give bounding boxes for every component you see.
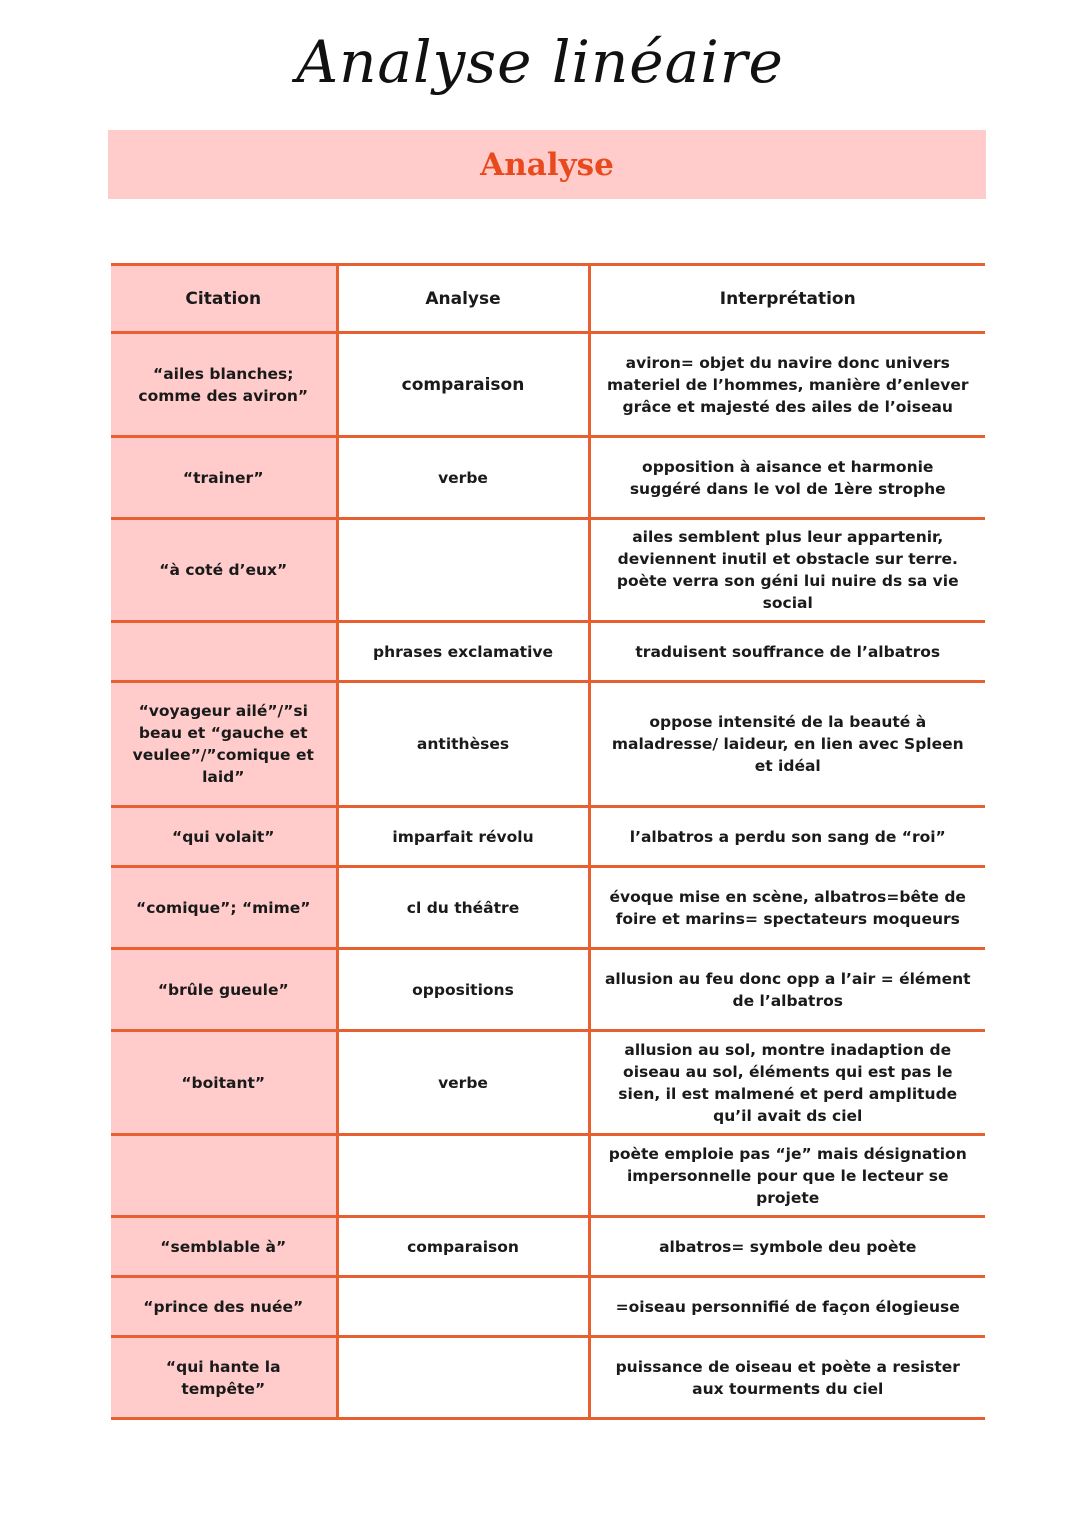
citation-cell: “qui hante la tempête” — [111, 1337, 337, 1419]
table-row — [111, 682, 985, 807]
header-interpretation: Interprétation — [589, 265, 985, 333]
analyse-cell: oppositions — [337, 949, 589, 1031]
citation-cell: “comique”; “mime” — [111, 867, 337, 949]
citation-cell — [111, 1135, 337, 1217]
table-row — [111, 1277, 985, 1337]
interpretation-cell: aviron= objet du navire donc univers materiel de l’hommes, manière d’enlever grâce et majesté des ailes de l’oiseau — [589, 333, 985, 437]
table-row — [111, 333, 985, 437]
analysis-table — [111, 263, 985, 1420]
analyse-cell: antithèses — [337, 682, 589, 807]
interpretation-cell: l’albatros a perdu son sang de “roi” — [589, 807, 985, 867]
table-header-row — [111, 265, 985, 333]
table-row — [111, 622, 985, 682]
table-row — [111, 949, 985, 1031]
header-citation: Citation — [111, 265, 337, 333]
analyse-cell: comparaison — [337, 1217, 589, 1277]
interpretation-cell: traduisent souffrance de l’albatros — [589, 622, 985, 682]
citation-cell: “brûle gueule” — [111, 949, 337, 1031]
interpretation-cell: poète emploie pas “je” mais désignation impersonnelle pour que le lecteur se projete — [589, 1135, 985, 1217]
interpretation-cell: =oiseau personnifié de façon élogieuse — [589, 1277, 985, 1337]
interpretation-cell: oppose intensité de la beauté à maladresse/ laideur, en lien avec Spleen et idéal — [589, 682, 985, 807]
analyse-cell: verbe — [337, 1031, 589, 1135]
analyse-cell — [337, 1135, 589, 1217]
citation-cell: “qui volait” — [111, 807, 337, 867]
table-row — [111, 1135, 985, 1217]
interpretation-cell: allusion au feu donc opp a l’air = élément de l’albatros — [589, 949, 985, 1031]
analyse-cell: imparfait révolu — [337, 807, 589, 867]
table-row — [111, 807, 985, 867]
table-row — [111, 1217, 985, 1277]
citation-cell: “ailes blanches; comme des aviron” — [111, 333, 337, 437]
analyse-cell: verbe — [337, 437, 589, 519]
interpretation-cell: allusion au sol, montre inadaption de oiseau au sol, éléments qui est pas le sien, il est malmené et perd amplitude qu’il avait ds ciel — [589, 1031, 985, 1135]
table-row — [111, 519, 985, 622]
header-analyse: Analyse — [337, 265, 589, 333]
interpretation-cell: opposition à aisance et harmonie suggéré dans le vol de 1ère strophe — [589, 437, 985, 519]
citation-cell: “boitant” — [111, 1031, 337, 1135]
citation-cell — [111, 622, 337, 682]
interpretation-cell: albatros= symbole deu poète — [589, 1217, 985, 1277]
interpretation-cell: évoque mise en scène, albatros=bête de foire et marins= spectateurs moqueurs — [589, 867, 985, 949]
citation-cell: “voyageur ailé”/”si beau et “gauche et veulee”/”comique et laid” — [111, 682, 337, 807]
analyse-cell: cl du théâtre — [337, 867, 589, 949]
analyse-cell — [337, 1277, 589, 1337]
interpretation-cell: ailes semblent plus leur appartenir, deviennent inutil et obstacle sur terre. poète verra son géni lui nuire ds sa vie social — [589, 519, 985, 622]
interpretation-cell: puissance de oiseau et poète a resister aux tourments du ciel — [589, 1337, 985, 1419]
table-row — [111, 867, 985, 949]
section-banner-label: Analyse — [480, 146, 614, 183]
table-row — [111, 437, 985, 519]
analyse-cell — [337, 1337, 589, 1419]
table-row — [111, 1031, 985, 1135]
analyse-cell — [337, 519, 589, 622]
page-title: Analyse linéaire — [296, 28, 784, 96]
analyse-cell: phrases exclamative — [337, 622, 589, 682]
citation-cell: “prince des nuée” — [111, 1277, 337, 1337]
citation-cell: “semblable à” — [111, 1217, 337, 1277]
section-banner — [108, 130, 986, 199]
citation-cell: “à coté d’eux” — [111, 519, 337, 622]
citation-cell: “trainer” — [111, 437, 337, 519]
analyse-cell: comparaison — [337, 333, 589, 437]
table-row — [111, 1337, 985, 1419]
